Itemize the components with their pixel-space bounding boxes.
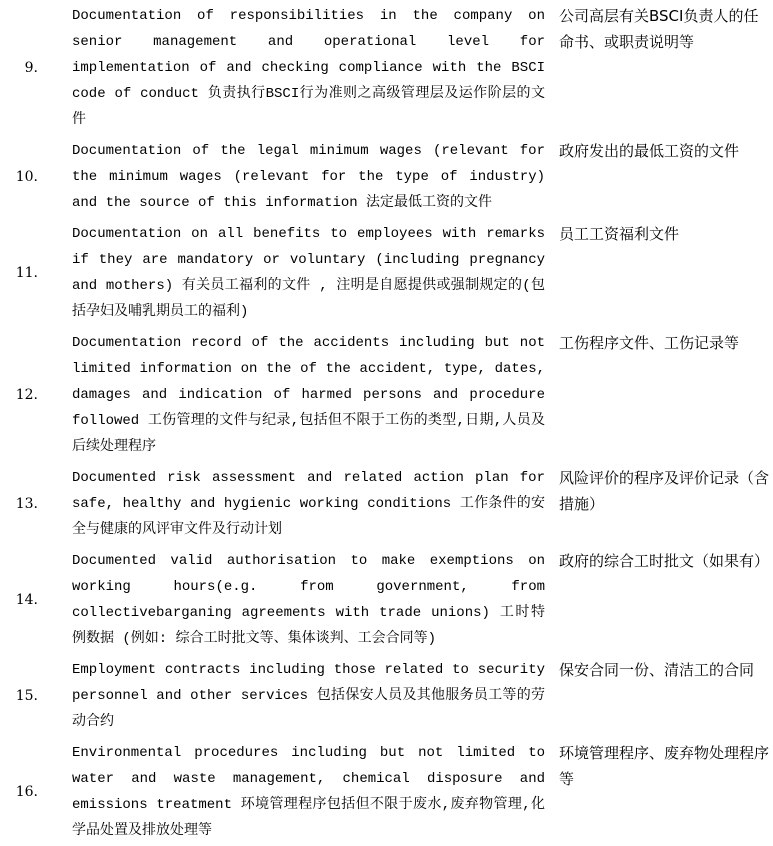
table-row [0,218,773,327]
row-number: 14. [15,591,38,608]
table-row [0,327,773,462]
document-note: 政府的综合工时批文（如果有） [559,552,770,570]
document-note: 工伤程序文件、工伤记录等 [559,334,740,352]
requirement-description: Environmental procedures including but not limited to water and waste management, chemical disposure and emissions treatment 环境管理程序包括但不限于废水,废弃物管理,化学品处置及排放处理等 [72,745,545,839]
row-number: 9. [24,59,38,76]
table-row [0,462,773,545]
requirement-description: Documentation record of the accidents including but not limited information on the of the accident, type, dates, damages and indication of harmed persons and procedure followed 工伤管理的文件与纪录,包括但不限于工伤的类型,日期,人员及后续处理程序 [72,335,545,455]
document-note: 公司高层有关BSCI负责人的任命书、或职责说明等 [559,7,759,51]
row-number: 16. [15,783,38,800]
document-note: 政府发出的最低工资的文件 [559,142,740,160]
requirement-description: Employment contracts including those related to security personnel and other services 包括保安人员及其他服务员工等的劳动合约 [72,662,545,730]
document-note: 保安合同一份、清洁工的合同 [559,661,755,679]
row-number: 12. [15,386,38,403]
row-number: 10. [15,168,38,185]
row-number: 11. [15,264,38,281]
row-number: 13. [15,495,38,512]
requirement-description: Documented risk assessment and related action plan for safe, healthy and hygienic working conditions 工作条件的安全与健康的风评审文件及行动计划 [72,470,545,538]
document-note: 员工工资福利文件 [559,225,680,243]
requirement-description: Documented valid authorisation to make exemptions on working hours(e.g. from government, from collectivebarganing agreements with trade unions) 工时特例数据 (例如: 综合工时批文等、集体谈判、工会合同等) [72,553,545,647]
table-row [0,135,773,218]
table-row [0,654,773,737]
requirement-description: Documentation of responsibilities in the company on senior management and operational level for implementation of and checking compliance with the BSCI code of conduct 负责执行BSCI行为准则之高级管理层及运作阶层的文件 [72,8,545,128]
table-row [0,0,773,135]
requirement-description: Documentation on all benefits to employees with remarks if they are mandatory or voluntary (including pregnancy and mothers) 有关员工福利的文件 , 注明是自愿提供或强制规定的(包括孕妇及哺乳期员工的福利) [72,226,545,320]
document-note: 环境管理程序、废弃物处理程序等 [559,744,770,788]
table-row [0,737,773,846]
row-number: 15. [15,687,38,704]
document-note: 风险评价的程序及评价记录（含措施） [559,469,770,513]
requirement-description: Documentation of the legal minimum wages (relevant for the minimum wages (relevant for the type of industry) and the source of this information 法定最低工资的文件 [72,143,545,211]
table-row [0,545,773,654]
